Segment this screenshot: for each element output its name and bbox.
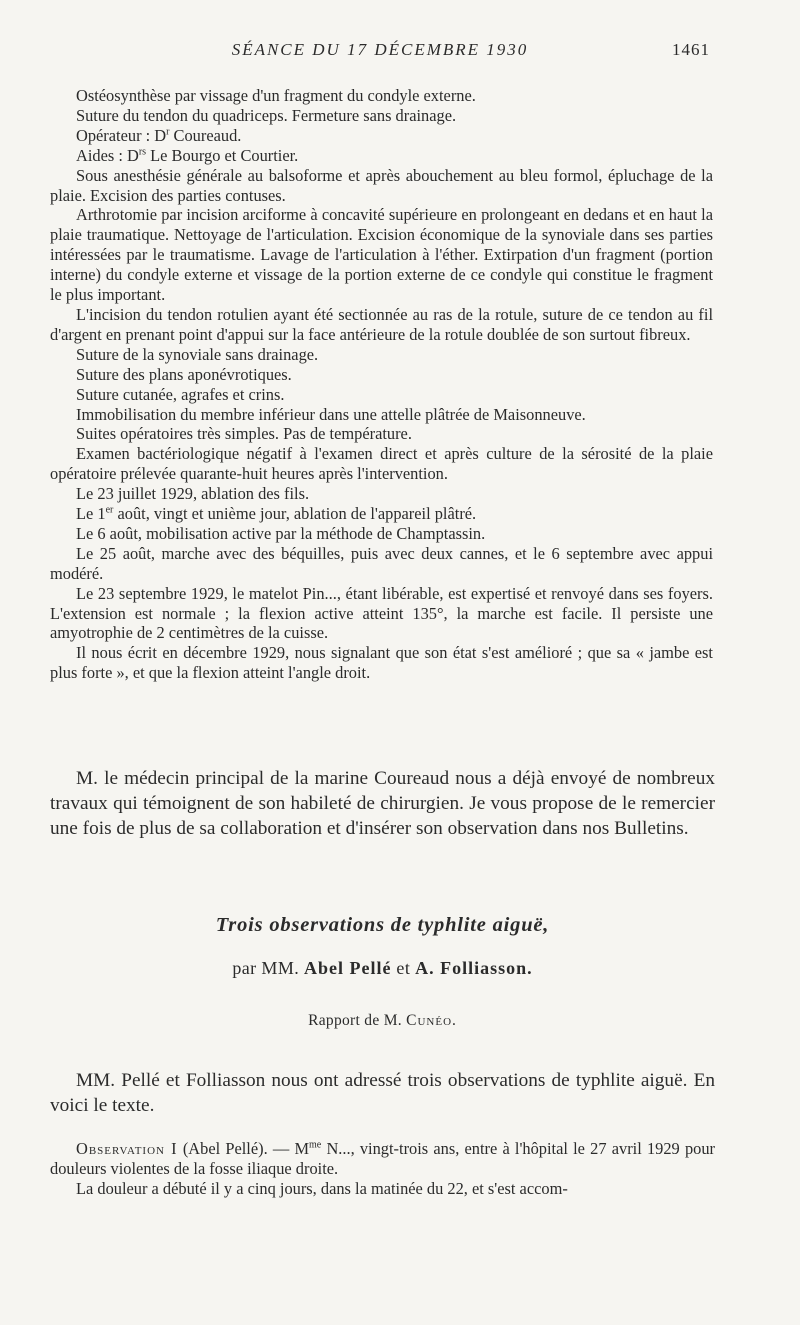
- case-report-text: [50, 86, 713, 683]
- paragraph: Sous anesthésie générale au balsoforme et après abouchement au bleu formol, épluchage de la plaie. Excision des parties contuses.: [50, 165, 713, 205]
- first-august-line: [50, 504, 713, 524]
- author-pelle: Abel Pellé: [304, 958, 392, 978]
- operator-sup: r: [166, 126, 170, 138]
- aides-prefix: Aides : D: [76, 145, 139, 165]
- header-title: SÉANCE DU 17 DÉCEMBRE 1930: [231, 40, 529, 59]
- paragraph: Arthrotomie par incision arciforme à concavité supérieure en prolongeant en dedans et en haut la plaie traumatique. Nettoyage de l'articulation. Excision économique de la synoviale dans ses parties intéressées par le traumatisme. Lavage de l'articulation à l'éther. Extirpation d'un fragment (portion interne) du condyle externe et vissage de la portion externe de ce condyle qui constitue le fragment le plus important.: [50, 205, 713, 305]
- paragraph: Suture des plans aponévrotiques.: [76, 364, 292, 384]
- paragraph: Le 6 août, mobilisation active par la méthode de Champtassin.: [76, 523, 486, 543]
- paragraph: Le 23 juillet 1929, ablation des fils.: [76, 484, 310, 504]
- rapporteur-paragraph: M. le médecin principal de la marine Coureaud nous a déjà envoyé de nombreux travaux qui témoignent de son habileté de chirurgien. Je vous propose de le remercier une fois de plus de sa collaboration et d'insérer son observation dans nos Bulletins.: [50, 768, 715, 839]
- operator-name: Coureaud.: [169, 125, 242, 145]
- section-intro: [50, 1068, 715, 1118]
- paragraph: Examen bactériologique négatif à l'examen direct et après culture de la sérosité de la plaie opératoire prélevée quarante-huit heures après l'intervention.: [50, 444, 713, 484]
- aides-line: [50, 146, 713, 166]
- operator-prefix: Opérateur : D: [76, 125, 167, 145]
- running-header: [50, 40, 710, 68]
- paragraph: Suture du tendon du quadriceps. Fermeture sans drainage.: [76, 105, 457, 125]
- authors-prefix: par MM.: [232, 958, 305, 978]
- observation-text2: N..., vingt-trois ans, entre à l'hôpital le 27 avril 1929 pour douleurs violentes de la fosse iliaque droite.: [50, 1139, 715, 1179]
- paragraph: Suture de la synoviale sans drainage.: [76, 344, 319, 364]
- rapporteur-comment: [50, 766, 715, 841]
- paragraph: Immobilisation du membre inférieur dans une attelle plâtrée de Maisonneuve.: [76, 404, 586, 424]
- report-name: Cunéo.: [406, 1012, 457, 1029]
- paragraph: Suites opératoires très simples. Pas de température.: [76, 424, 412, 444]
- page-number: 1461: [672, 40, 710, 59]
- paragraph: L'incision du tendon rotulien ayant été sectionnée au ras de la rotule, suture de ce tendon au fil d'argent en prenant point d'appui sur la face antérieure de la rotule doublée de son surtout fibreux.: [50, 304, 713, 344]
- paragraph: Suture cutanée, agrafes et crins.: [76, 384, 285, 404]
- paragraph: Le 25 août, marche avec des béquilles, puis avec deux cannes, et le 6 septembre avec appui modéré.: [50, 543, 713, 583]
- paragraph: Ostéosynthèse par vissage d'un fragment du condyle externe.: [76, 86, 476, 105]
- observation-second-paragraph: La douleur a débuté il y a cinq jours, dans la matinée du 22, et s'est accom-: [76, 1179, 568, 1199]
- aides-sup: rs: [138, 146, 147, 158]
- authors-and: et: [391, 958, 416, 978]
- report-prefix: Rapport de M.: [308, 1012, 407, 1029]
- observation-text1: (Abel Pellé). — M: [177, 1139, 310, 1158]
- paragraph: Le 23 septembre 1929, le matelot Pin..., étant libérable, est expertisé et renvoyé dans ses foyers. L'extension est normale ; la flexion active atteint 135°, la marche est facile. Il persiste une amyotrophie de 2 centimètres de la cuisse.: [50, 583, 713, 643]
- observation-first-paragraph: [50, 1139, 715, 1179]
- operator-line: [50, 126, 713, 146]
- aides-names: Le Bourgo et Courtier.: [146, 145, 299, 165]
- first-aug-sup: er: [105, 504, 114, 516]
- observation-text: [50, 1139, 715, 1200]
- paragraph: Il nous écrit en décembre 1929, nous signalant que son état s'est amélioré ; que sa « jambe est plus forte », et que la flexion atteint l'angle droit.: [50, 643, 713, 683]
- observation-label: Observation I: [76, 1139, 178, 1158]
- observation-sup: me: [309, 1139, 322, 1151]
- report-byline: [50, 1012, 715, 1030]
- section-title: Trois observations de typhlite aiguë,: [215, 914, 550, 936]
- first-aug-rest: août, vingt et unième jour, ablation de l'appareil plâtré.: [113, 504, 477, 524]
- section-authors: [50, 958, 715, 979]
- author-folliasson: A. Folliasson.: [415, 958, 533, 978]
- intro-paragraph: MM. Pellé et Folliasson nous ont adressé trois observations de typhlite aiguë. En voici le texte.: [50, 1070, 715, 1116]
- first-aug-prefix: Le 1: [76, 504, 106, 524]
